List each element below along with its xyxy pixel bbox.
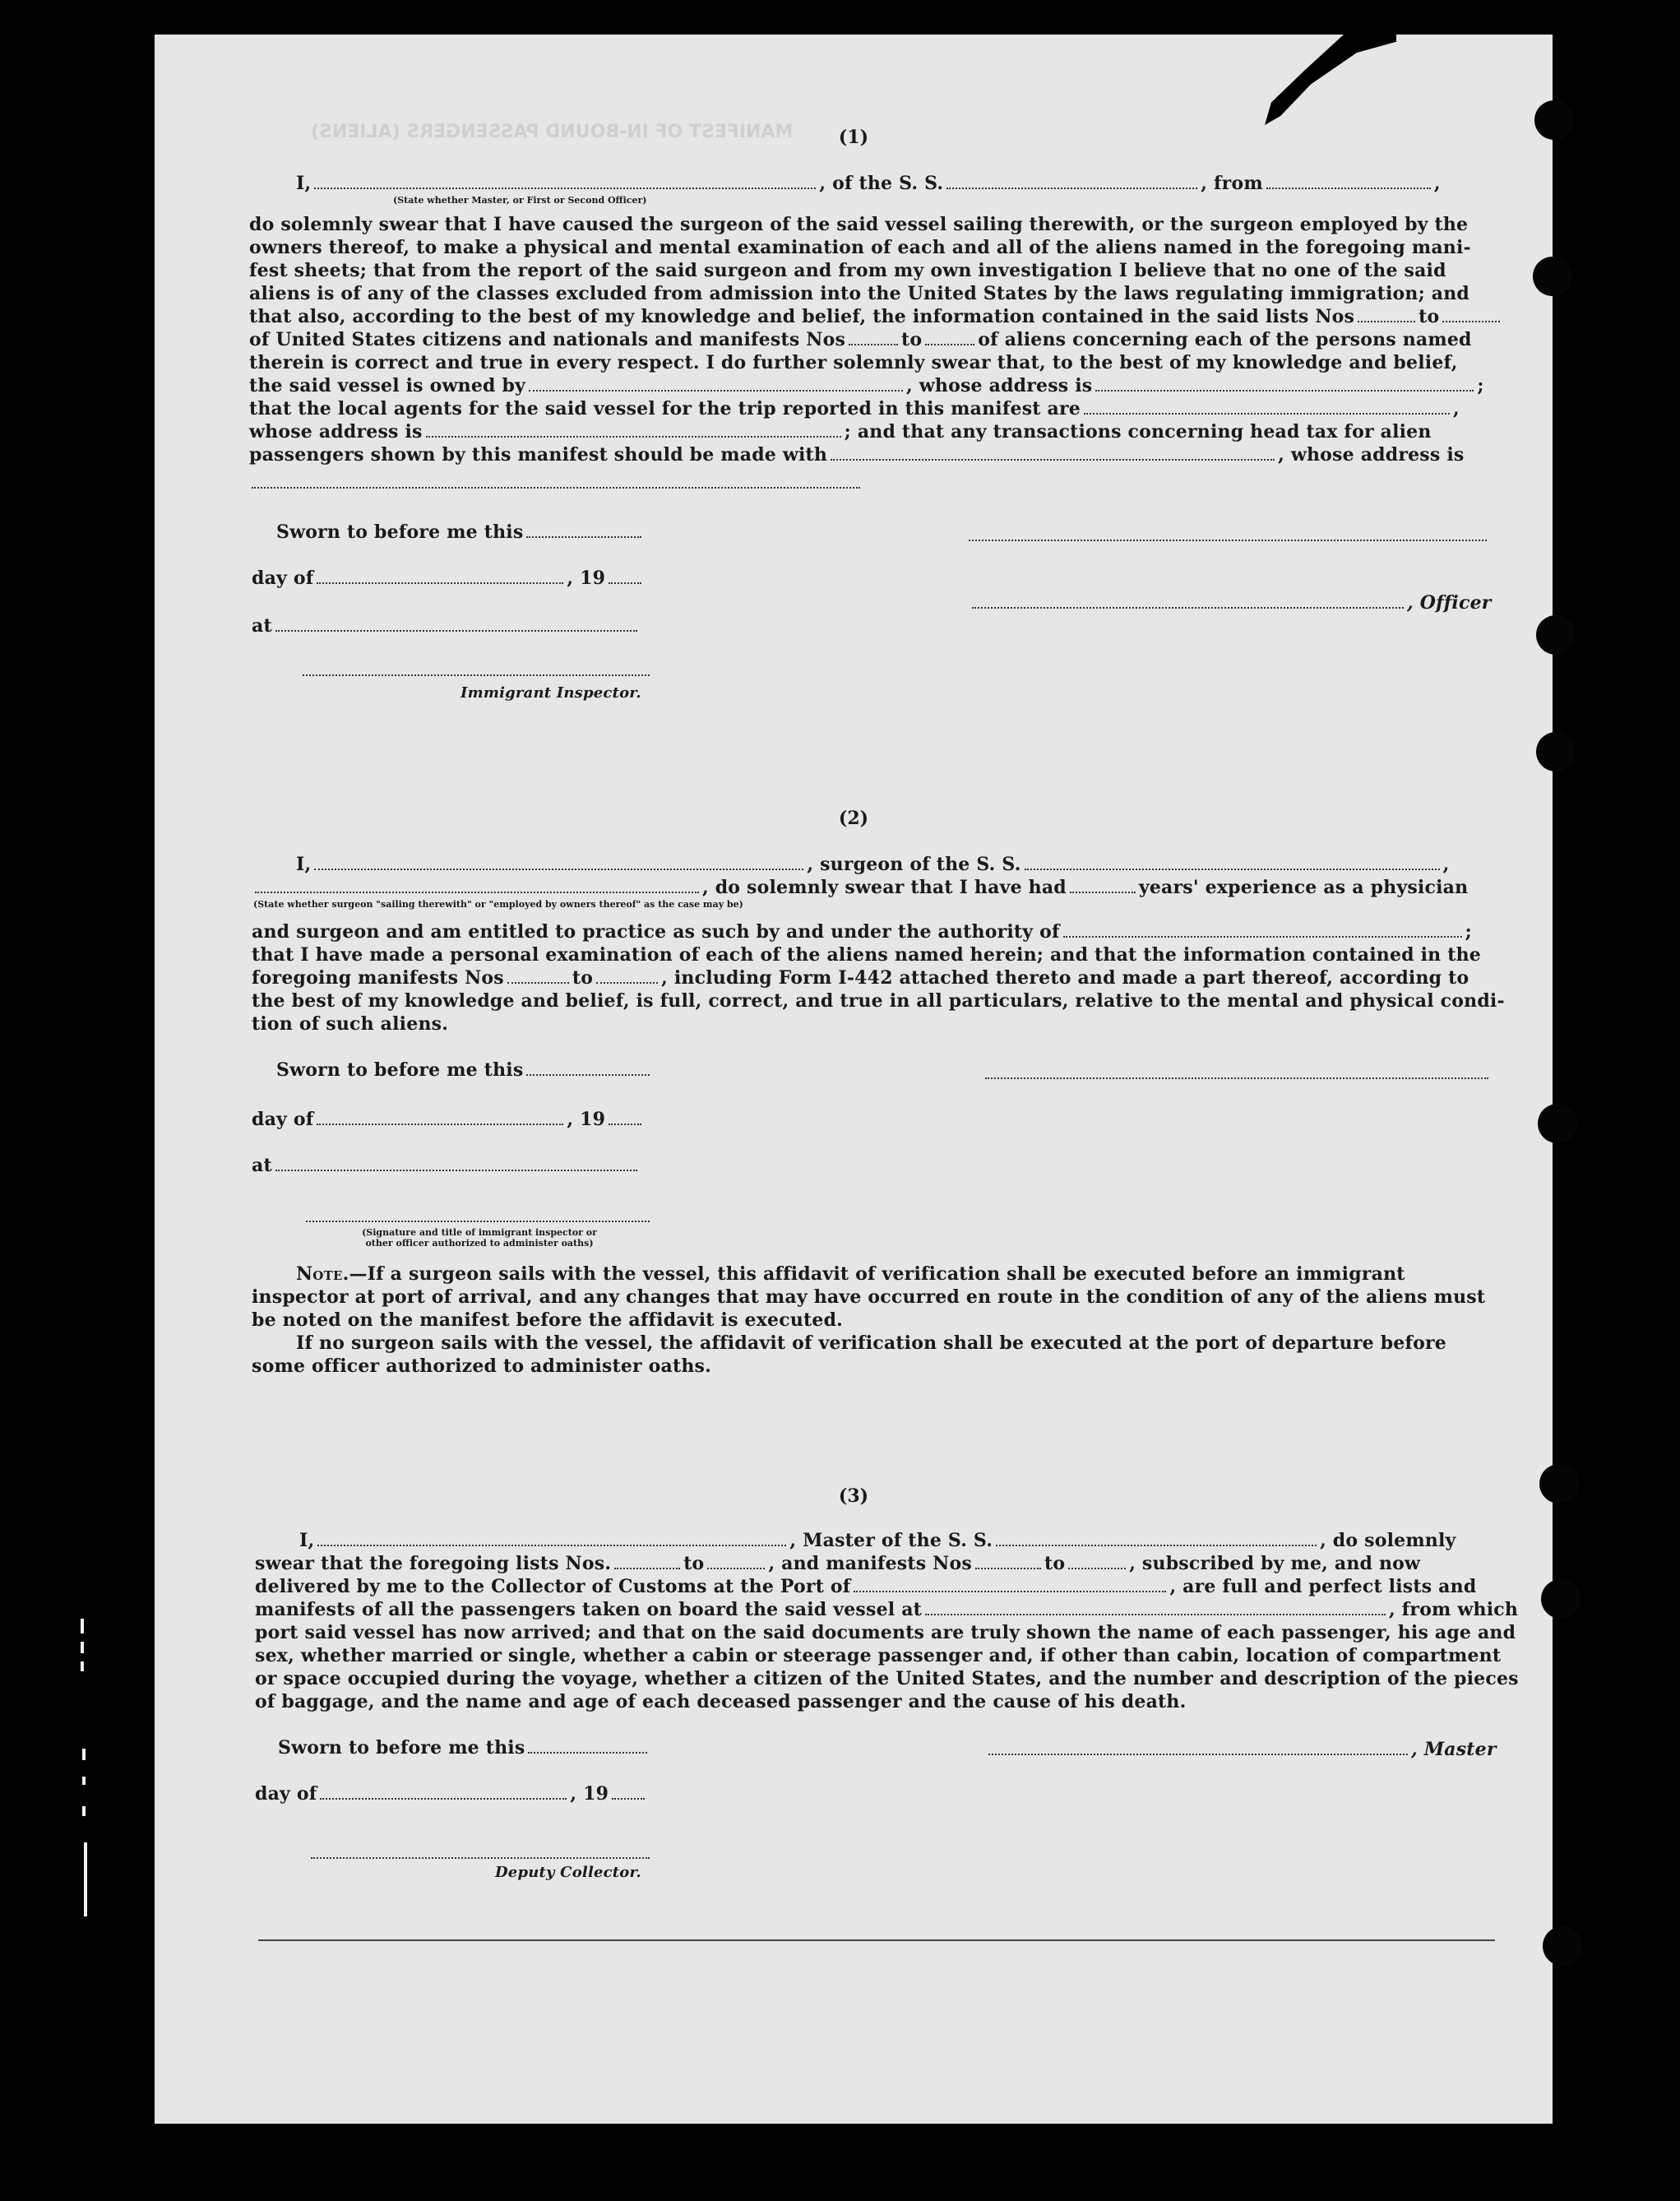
scan-mark	[82, 1777, 86, 1785]
sec1-line-1: I, , of the S. S. , from ,	[296, 173, 1441, 194]
torn-corner	[1265, 35, 1396, 125]
sec3-line-1: I, , Master of the S. S. , do solemnly	[299, 1530, 1456, 1551]
sec1-line-2: do solemnly swear that I have caused the surgeon of the said vessel sailing therewith, or the surgeon employed by the	[249, 214, 1469, 235]
sec1-line-12: passengers shown by this manifest should be made with , whose address is	[249, 444, 1465, 466]
month-field[interactable]	[320, 1783, 567, 1800]
sec2-line-3: and surgeon and am entitled to practice as such by and under the authority of ;	[252, 921, 1472, 943]
sec1-line-11: whose address is ; and that any transactions concerning head tax for alien	[249, 421, 1432, 443]
sec3-day-of: day of , 19	[255, 1783, 648, 1805]
punch-hole	[1536, 732, 1576, 772]
sworn-date-field[interactable]	[526, 521, 641, 538]
scan-mark	[81, 1642, 84, 1653]
sec3-line-8: of baggage, and the name and age of each deceased passenger and the cause of his death.	[255, 1691, 1187, 1712]
master-ship-field[interactable]	[996, 1530, 1317, 1546]
manifests-to-field[interactable]	[1068, 1553, 1126, 1569]
sec2-note-line-1: Note.—If a surgeon sails with the vessel, this affidavit of verification shall be executed before an immigrant	[296, 1263, 1405, 1285]
sec1-sworn: Sworn to before me this	[276, 521, 645, 543]
sec2-note-line-3: be noted on the manifest before the affidavit is executed.	[252, 1309, 844, 1331]
sec3-line-6: sex, whether married or single, whether a cabin or steerage passenger and, if other than cabin, location of compartment	[255, 1645, 1502, 1666]
master-name-field[interactable]	[317, 1530, 786, 1546]
sec1-day-of: day of , 19	[252, 568, 645, 589]
manifests-from-field[interactable]	[507, 967, 569, 984]
sec3-line-4: manifests of all the passengers taken on board the said vessel at , from which	[255, 1599, 1519, 1620]
surgeon-status-field[interactable]	[255, 877, 699, 893]
sec2-line-2: , do solemnly swear that I have had years' experience as a physician	[252, 877, 1468, 898]
headtax-address-field[interactable]	[252, 485, 860, 489]
sec1-line-9: the said vessel is owned by , whose address is ;	[249, 375, 1484, 396]
sec1-line-4: fest sheets; that from the report of the said surgeon and from my own investigation I believe that no one of the said	[249, 260, 1446, 281]
port-field[interactable]	[854, 1576, 1166, 1592]
sec2-line-7: tion of such aliens.	[252, 1013, 449, 1035]
sec1-officer-line: , Officer	[969, 592, 1492, 614]
surgeon-name-field[interactable]	[314, 854, 803, 870]
sec2-day-of: day of , 19	[252, 1109, 645, 1130]
manifests-from-field[interactable]	[849, 329, 898, 345]
sec2-line-6: the best of my knowledge and belief, is full, correct, and true in all particulars, relative to the mental and physical condi-	[252, 990, 1505, 1012]
form-page	[155, 35, 1553, 2124]
sec1-line-10: that the local agents for the said vessel for the trip reported in this manifest are ,	[249, 398, 1460, 419]
punch-hole	[1543, 1926, 1582, 1966]
year-field[interactable]	[609, 1109, 641, 1125]
sec3-line-5: port said vessel has now arrived; and that on the said documents are truly shown the name of each passenger, his age and	[255, 1622, 1516, 1643]
sec2-line-4: that I have made a personal examination of each of the aliens named herein; and that the information contained in the	[252, 944, 1481, 966]
administering-officer-line[interactable]	[306, 1219, 650, 1222]
authority-field[interactable]	[1063, 921, 1462, 938]
years-field[interactable]	[1070, 877, 1136, 893]
sig-note-2: other officer authorized to administer oaths)	[365, 1238, 594, 1249]
sec3-line-2: swear that the foregoing lists Nos. to , and manifests Nos to , subscribed by me, and now	[255, 1553, 1421, 1574]
sec1-line-7: of United States citizens and nationals and manifests Nos to of aliens concerning each of the persons named	[249, 329, 1472, 350]
agents-address-field[interactable]	[426, 421, 841, 438]
sec2-line-1: I, , surgeon of the S. S. ,	[296, 854, 1450, 875]
sec1-officer-note: (State whether Master, or First or Second Officer)	[393, 195, 647, 206]
sec2-surgeon-note: (State whether surgeon "sailing therewith" or "employed by owners thereof" as the case may be)	[253, 899, 743, 910]
scan-mark	[82, 1806, 86, 1816]
ship-field[interactable]	[946, 173, 1197, 189]
scan-mark	[82, 1749, 86, 1760]
lists-from-field[interactable]	[1358, 306, 1415, 322]
lists-to-field[interactable]	[1442, 306, 1500, 322]
officer-signature-field[interactable]	[972, 592, 1404, 609]
sec1-signature-line[interactable]	[969, 538, 1487, 541]
surgeon-signature-line[interactable]	[985, 1076, 1488, 1079]
collector-label: Deputy Collector.	[495, 1864, 642, 1881]
sec3-line-7: or space occupied during the voyage, whether a citizen of the United States, and the number and description of the pieces	[255, 1668, 1519, 1689]
inspector-signature-line[interactable]	[303, 673, 650, 676]
inspector-label: Immigrant Inspector.	[460, 684, 641, 702]
master-signature-field[interactable]	[988, 1739, 1408, 1755]
from-field[interactable]	[1266, 173, 1431, 189]
lists-to-field[interactable]	[707, 1553, 765, 1569]
lists-from-field[interactable]	[614, 1553, 680, 1569]
manifests-to-field[interactable]	[925, 329, 974, 345]
scan-mark	[81, 1661, 84, 1671]
month-field[interactable]	[317, 568, 563, 584]
sec1-line-6: that also, according to the best of my knowledge and belief, the information contained in the said lists Nos to	[249, 306, 1503, 327]
bottom-rule	[258, 1939, 1495, 1941]
section-3-number: (3)	[838, 1485, 869, 1507]
punch-hole	[1533, 257, 1572, 296]
sec1-line-8: therein is correct and true in every respect. I do further solemnly swear that, to the best of my knowledge and belief,	[249, 352, 1458, 373]
name-field[interactable]	[314, 173, 816, 189]
at-place-field[interactable]	[275, 1155, 637, 1171]
sec2-note-line-4: If no surgeon sails with the vessel, the affidavit of verification shall be executed at the port of departure before	[296, 1332, 1446, 1354]
surgeon-ship-field[interactable]	[1025, 854, 1440, 870]
sec2-note-line-5: some officer authorized to administer oaths.	[252, 1355, 712, 1377]
sworn-date-field[interactable]	[528, 1737, 647, 1754]
agents-field[interactable]	[1084, 398, 1450, 415]
sec2-line-5: foregoing manifests Nos to , including Form I-442 attached thereto and made a part thereof, according to	[252, 967, 1469, 989]
sec2-at: at	[252, 1155, 641, 1176]
sec3-master-line: , Master	[985, 1739, 1497, 1760]
owner-address-field[interactable]	[1095, 375, 1474, 392]
sec3-sworn: Sworn to before me this	[278, 1737, 650, 1758]
manifests-from-field[interactable]	[975, 1553, 1041, 1569]
sec1-line-5: aliens is of any of the classes excluded from admission into the United States by the laws regulating immigration; and	[249, 283, 1469, 304]
headtax-party-field[interactable]	[831, 444, 1275, 461]
sec2-note-line-2: inspector at port of arrival, and any changes that may have occurred en route in the condition of any of the aliens must	[252, 1286, 1486, 1308]
sworn-date-field[interactable]	[526, 1059, 650, 1076]
sec3-line-3: delivered by me to the Collector of Customs at the Port of , are full and perfect lists and	[255, 1576, 1477, 1597]
sig-note-1: (Signature and title of immigrant inspector or	[362, 1227, 597, 1238]
year-field[interactable]	[609, 568, 641, 584]
section-1-number: (1)	[838, 127, 869, 148]
collector-signature-line[interactable]	[311, 1856, 650, 1859]
month-field[interactable]	[317, 1109, 563, 1125]
manifests-to-field[interactable]	[596, 967, 658, 984]
sec1-line-3: owners thereof, to make a physical and mental examination of each and all of the aliens named in the foregoing mani-	[249, 237, 1471, 258]
punch-hole	[1536, 615, 1576, 655]
at-place-field[interactable]	[275, 615, 637, 632]
scan-mark	[81, 1619, 84, 1633]
scan-mark	[84, 1842, 87, 1916]
punch-hole	[1541, 1579, 1580, 1619]
owner-field[interactable]	[529, 375, 903, 392]
section-2-number: (2)	[838, 808, 869, 829]
sec2-sworn: Sworn to before me this	[276, 1059, 653, 1081]
bleed-through-header: MANIFEST OF IN-BOUND PASSENGERS (ALIENS)	[311, 122, 794, 142]
year-field[interactable]	[612, 1783, 645, 1800]
sec1-at: at	[252, 615, 641, 637]
punch-hole	[1538, 1104, 1577, 1143]
departure-port-field[interactable]	[925, 1599, 1386, 1615]
